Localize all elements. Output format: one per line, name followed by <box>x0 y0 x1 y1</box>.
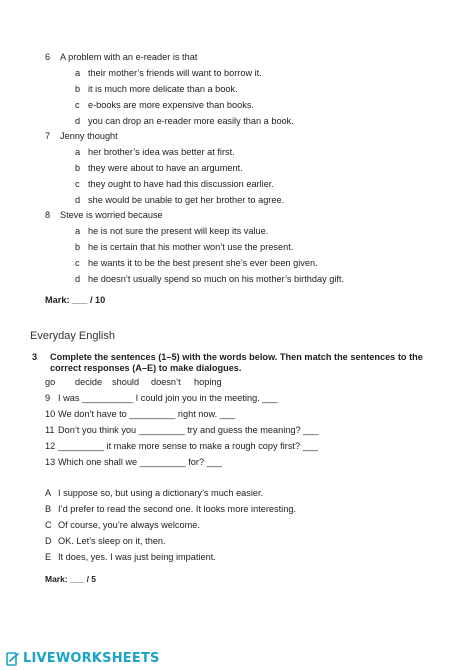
sentence-10-number: 10 <box>45 409 56 419</box>
sentence-12-number: 12 <box>45 441 56 451</box>
response-e-text: It does, yes. I was just being impatient. <box>58 552 216 562</box>
q6-option-c-text: e-books are more expensive than books. <box>88 100 254 110</box>
response-d-letter: D <box>45 536 52 546</box>
sentence-13-text: Which one shall we _________ for? ___ <box>58 457 222 467</box>
liveworksheets-logo-text: LIVEWORKSHEETS <box>23 651 160 666</box>
q6-option-b-text: it is much more delicate than a book. <box>88 84 238 94</box>
exercise-instruction: Complete the sentences (1–5) with the words below. Then match the sentences to the correct responses (A–E) to make dialogues. <box>50 352 423 373</box>
exercise-number: 3 <box>32 352 38 362</box>
question-7-number: 7 <box>45 131 51 141</box>
sentence-12-text: _________ it make more sense to make a rough copy first? ___ <box>58 441 318 451</box>
response-b-letter: B <box>45 504 52 514</box>
q6-option-d-text: you can drop an e-reader more easily than a book. <box>88 116 294 126</box>
word-box-item: hoping <box>194 377 222 387</box>
q8-option-c-letter: c <box>75 258 80 268</box>
q7-option-d-letter: d <box>75 195 81 205</box>
q7-option-c-letter: c <box>75 179 80 189</box>
sentence-10-text: We don’t have to _________ right now. ___ <box>58 409 236 419</box>
sentence-9-number: 9 <box>45 393 51 403</box>
q8-option-d-text: he doesn’t usually spend so much on his mother’s birthday gift. <box>88 274 345 284</box>
question-8-number: 8 <box>45 210 51 220</box>
q7-option-a-letter: a <box>75 147 81 157</box>
q7-option-b-letter: b <box>75 163 81 173</box>
sentence-13-number: 13 <box>45 457 56 467</box>
mark-score-1: Mark: ___ / 10 <box>45 295 106 305</box>
section-title: Everyday English <box>30 330 115 342</box>
q6-option-c-letter: c <box>75 100 80 110</box>
question-7-stem: Jenny thought <box>60 131 118 141</box>
response-c-text: Of course, you’re always welcome. <box>58 520 200 530</box>
response-b-text: I’d prefer to read the second one. It looks more interesting. <box>58 504 296 514</box>
q8-option-a-text: he is not sure the present will keep its value. <box>88 226 269 236</box>
q6-option-b-letter: b <box>75 84 81 94</box>
word-box-item: go <box>45 377 56 387</box>
q6-option-a-text: their mother’s friends will want to borrow it. <box>88 68 262 78</box>
q7-option-b-text: they were about to have an argument. <box>88 163 243 173</box>
word-box-item: decide <box>75 377 103 387</box>
q8-option-d-letter: d <box>75 274 81 284</box>
q8-option-b-text: he is certain that his mother won’t use the present. <box>88 242 294 252</box>
word-box-item: doesn’t <box>151 377 181 387</box>
response-a-text: I suppose so, but using a dictionary’s much easier. <box>58 488 264 498</box>
response-d-text: OK. Let’s sleep on it, then. <box>58 536 166 546</box>
q8-option-c-text: he wants it to be the best present she’s ever been given. <box>88 258 318 268</box>
question-6-number: 6 <box>45 52 51 62</box>
response-e-letter: E <box>45 552 52 562</box>
response-a-letter: A <box>45 488 52 498</box>
liveworksheets-logo-icon <box>6 652 20 666</box>
q7-option-d-text: she would be unable to get her brother to agree. <box>88 195 285 205</box>
q6-option-d-letter: d <box>75 116 81 126</box>
response-c-letter: C <box>45 520 52 530</box>
q8-option-b-letter: b <box>75 242 81 252</box>
question-6-stem: A problem with an e-reader is that <box>60 52 198 62</box>
q7-option-a-text: her brother’s idea was better at first. <box>88 147 235 157</box>
q8-option-a-letter: a <box>75 226 81 236</box>
q7-option-c-text: they ought to have had this discussion earlier. <box>88 179 274 189</box>
liveworksheets-logo <box>6 651 160 666</box>
mark-score-2: Mark: ___ / 5 <box>45 574 97 584</box>
sentence-11-number: 11 <box>45 425 55 435</box>
sentence-11-text: Don’t you think you _________ try and guess the meaning? ___ <box>58 425 319 435</box>
sentence-9-text: I was __________ I could join you in the meeting. ___ <box>58 393 278 403</box>
question-8-stem: Steve is worried because <box>60 210 163 220</box>
word-box-item: should <box>112 377 140 387</box>
q6-option-a-letter: a <box>75 68 81 78</box>
